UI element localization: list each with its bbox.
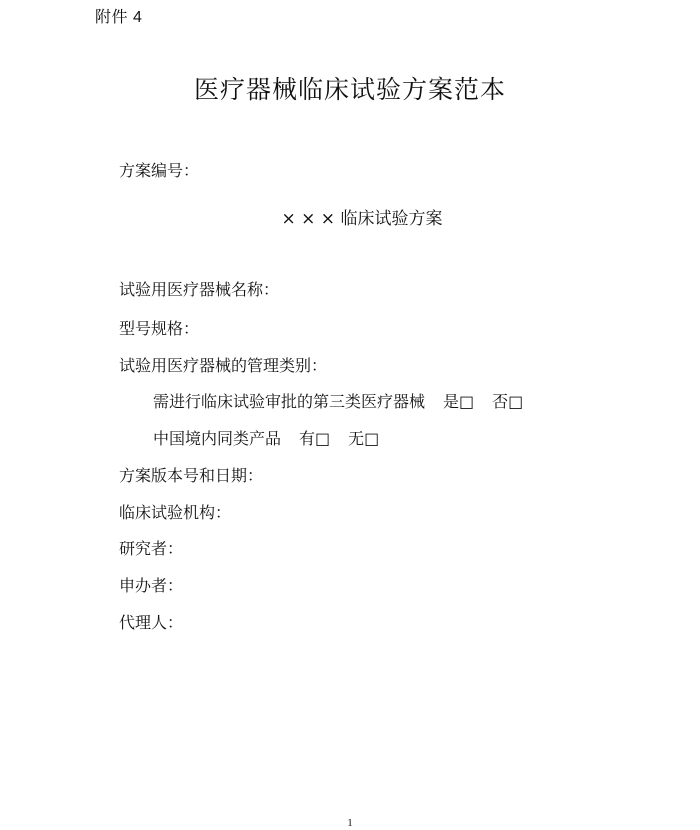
- class3-yes-checkbox[interactable]: 是□: [443, 392, 475, 411]
- class3-approval-line: [153, 391, 523, 413]
- sponsor-label: 申办者：: [119, 576, 184, 595]
- plan-number-label: 方案编号：: [119, 161, 200, 180]
- document-subtitle: × × × 临床试验方案: [281, 209, 443, 229]
- management-category-label: 试验用医疗器械的管理类别：: [119, 356, 328, 375]
- model-spec-label: 型号规格：: [119, 319, 200, 338]
- page-number: 1: [347, 817, 353, 829]
- device-name-label: 试验用医疗器械名称：: [119, 280, 280, 299]
- domestic-no-checkbox[interactable]: 无□: [348, 429, 380, 448]
- institution-label: 临床试验机构：: [119, 503, 232, 522]
- attachment-label: 附件 4: [95, 9, 143, 26]
- class3-approval-label: 需进行临床试验审批的第三类医疗器械: [153, 392, 426, 411]
- researcher-label: 研究者：: [119, 539, 184, 558]
- class3-no-checkbox[interactable]: 否□: [492, 392, 524, 411]
- domestic-product-line: [153, 428, 379, 450]
- domestic-product-label: 中国境内同类产品: [153, 429, 282, 448]
- document-title: 医疗器械临床试验方案范本: [193, 75, 506, 104]
- domestic-yes-checkbox[interactable]: 有□: [299, 429, 331, 448]
- agent-label: 代理人：: [119, 613, 184, 632]
- version-date-label: 方案版本号和日期：: [119, 466, 264, 485]
